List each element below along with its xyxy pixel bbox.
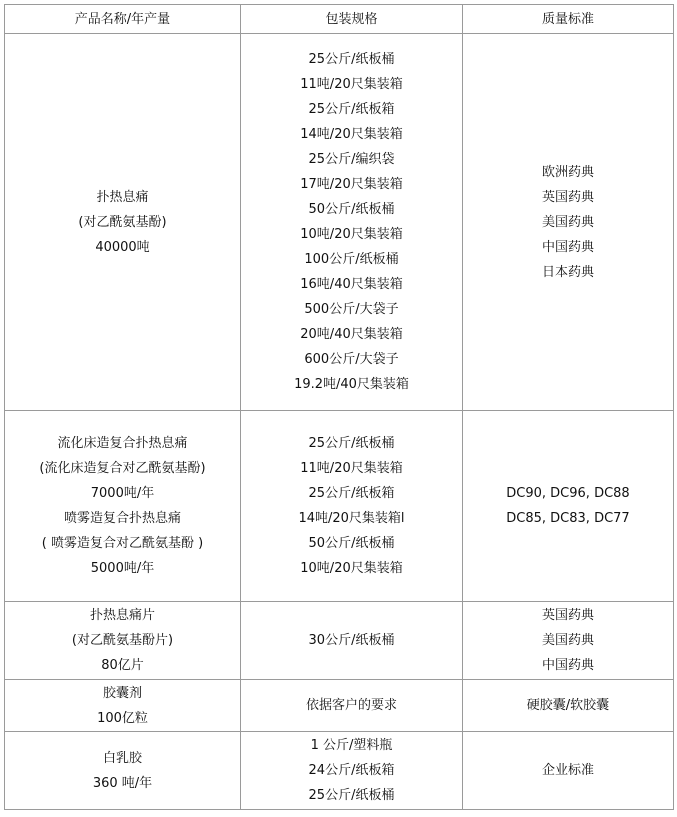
- quality-line: 企业标准: [541, 763, 594, 778]
- product-spec-table: [4, 4, 674, 810]
- product-line: 360 吨/年: [92, 775, 153, 791]
- product-line: 扑热息痛片: [89, 608, 155, 623]
- packaging-cell: [241, 732, 463, 810]
- packaging-cell: [241, 411, 463, 602]
- packaging-line: 50公斤/纸板桶: [308, 202, 395, 217]
- packaging-line: 25公斤/纸板桶: [308, 788, 395, 803]
- packaging-cell: [241, 602, 463, 680]
- packaging-cell: [241, 680, 463, 732]
- product-line: (对乙酰氨基酚): [78, 214, 167, 230]
- quality-line: 美国药典: [541, 633, 594, 648]
- product-cell: [5, 602, 241, 680]
- product-line: 7000吨/年: [90, 486, 155, 501]
- product-cell: [5, 732, 241, 810]
- product-line: 40000吨: [95, 239, 150, 255]
- quality-cell: [463, 732, 674, 810]
- product-line: 白乳胶: [102, 750, 142, 766]
- packaging-line: 14吨/20尺集装箱l: [298, 511, 405, 526]
- quality-line: 硬胶囊/软胶囊: [526, 698, 610, 713]
- packaging-line: 25公斤/纸板桶: [308, 52, 395, 67]
- packaging-line: 20吨/40尺集装箱: [300, 327, 403, 342]
- quality-line: 中国药典: [541, 239, 594, 255]
- product-line: 流化床造复合扑热息痛: [57, 436, 188, 451]
- quality-line: 欧洲药典: [541, 164, 594, 180]
- product-cell: [5, 34, 241, 411]
- quality-cell: [463, 680, 674, 732]
- quality-line: 日本药典: [541, 264, 594, 280]
- packaging-line: 10吨/20尺集装箱: [300, 227, 403, 242]
- header-row: [5, 5, 674, 34]
- table-row: [5, 732, 674, 810]
- product-line: (流化床造复合对乙酰氨基酚): [39, 461, 206, 476]
- product-line: ( 喷雾造复合对乙酰氨基酚 ): [41, 536, 204, 551]
- packaging-line: 11吨/20尺集装箱: [300, 461, 403, 476]
- product-line: 胶囊剂: [102, 685, 142, 701]
- packaging-line: 11吨/20尺集装箱: [300, 77, 403, 92]
- quality-line: 英国药典: [541, 189, 594, 205]
- packaging-line: 依据客户的要求: [305, 698, 397, 713]
- packaging-line: 25公斤/纸板箱: [308, 102, 395, 117]
- packaging-line: 50公斤/纸板桶: [308, 536, 395, 551]
- packaging-line: 25公斤/纸板箱: [308, 486, 395, 501]
- product-line: 扑热息痛: [96, 189, 149, 205]
- packaging-line: 16吨/40尺集装箱: [300, 277, 403, 292]
- packaging-line: 14吨/20尺集装箱: [300, 127, 403, 142]
- quality-cell: [463, 34, 674, 411]
- table-row: [5, 411, 674, 602]
- packaging-line: 600公斤/大袋子: [304, 352, 399, 367]
- packaging-line: 24公斤/纸板箱: [308, 763, 395, 778]
- product-line: 5000吨/年: [90, 561, 155, 576]
- packaging-line: 25公斤/纸板桶: [308, 436, 395, 451]
- quality-line: 英国药典: [541, 608, 594, 623]
- header-packaging: 包装规格: [241, 5, 463, 34]
- header-product: 产品名称/年产量: [5, 5, 241, 34]
- quality-line: DC85, DC83, DC77: [506, 511, 630, 526]
- quality-cell: [463, 411, 674, 602]
- table-row: [5, 602, 674, 680]
- header-quality: 质量标准: [463, 5, 674, 34]
- packaging-line: 100公斤/纸板桶: [304, 252, 399, 267]
- packaging-cell: [241, 34, 463, 411]
- quality-cell: [463, 602, 674, 680]
- product-cell: [5, 411, 241, 602]
- product-line: (对乙酰氨基酚片): [71, 633, 174, 648]
- packaging-line: 10吨/20尺集装箱: [300, 561, 403, 576]
- product-line: 80亿片: [101, 658, 144, 673]
- packaging-line: 19.2吨/40尺集装箱: [294, 377, 409, 392]
- product-line: 喷雾造复合扑热息痛: [63, 511, 181, 526]
- packaging-line: 25公斤/编织袋: [308, 152, 395, 167]
- product-cell: [5, 680, 241, 732]
- table-row: [5, 680, 674, 732]
- quality-line: DC90, DC96, DC88: [506, 486, 630, 501]
- packaging-line: 17吨/20尺集装箱: [300, 177, 403, 192]
- packaging-line: 1 公斤/塑料瓶: [310, 738, 393, 753]
- product-line: 100亿粒: [97, 710, 148, 726]
- packaging-line: 30公斤/纸板桶: [308, 633, 395, 648]
- quality-line: 美国药典: [541, 214, 594, 230]
- quality-line: 中国药典: [541, 658, 594, 673]
- packaging-line: 500公斤/大袋子: [304, 302, 399, 317]
- table-row: [5, 34, 674, 411]
